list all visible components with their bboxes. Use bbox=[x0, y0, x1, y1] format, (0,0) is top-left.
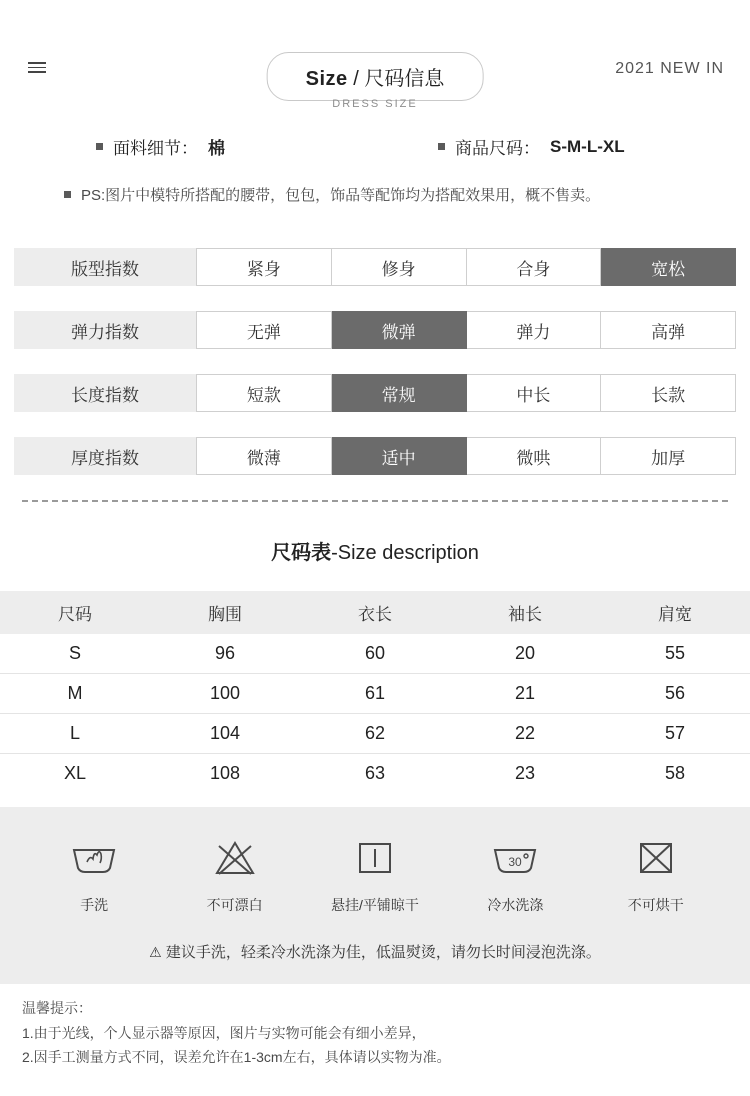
index-label: 弹力指数 bbox=[14, 311, 196, 349]
care-item-label: 手洗 bbox=[80, 897, 109, 913]
index-option[interactable]: 长款 bbox=[601, 374, 736, 412]
size-chart-title bbox=[0, 536, 750, 565]
hand-wash-icon bbox=[29, 833, 159, 883]
fabric-and-size-row bbox=[0, 134, 750, 158]
index-row-fit bbox=[14, 248, 736, 286]
cell-length: 61 bbox=[364, 683, 386, 703]
fabric-label: 面料细节： bbox=[113, 139, 198, 158]
page-subtitle: DRESS SIZE bbox=[332, 98, 418, 110]
ps-note-text: PS:图片中模特所搭配的腰带，包包，饰品等配饰均为搭配效果用，概不售卖。 bbox=[81, 187, 601, 204]
table-row bbox=[0, 674, 750, 714]
table-row bbox=[0, 754, 750, 794]
tips-heading: 温馨提示： bbox=[22, 1000, 92, 1016]
index-option[interactable]: 修身 bbox=[332, 248, 467, 286]
index-option-selected[interactable]: 适中 bbox=[332, 437, 467, 475]
cold-wash-30-icon bbox=[450, 833, 580, 883]
cell-shoulder: 56 bbox=[664, 683, 686, 703]
table-header-row bbox=[0, 591, 750, 634]
cell-bust: 104 bbox=[209, 723, 241, 743]
care-item bbox=[310, 833, 440, 915]
ps-row bbox=[0, 184, 750, 208]
index-option-selected[interactable]: 宽松 bbox=[601, 248, 736, 286]
care-item bbox=[450, 833, 580, 915]
hang-dry-icon bbox=[310, 833, 440, 883]
no-tumble-dry-icon bbox=[591, 833, 721, 883]
index-option[interactable]: 中长 bbox=[467, 374, 602, 412]
page-title-separator: / bbox=[347, 68, 365, 90]
cell-sleeve: 21 bbox=[514, 683, 536, 703]
cell-bust: 100 bbox=[209, 683, 241, 703]
cell-shoulder: 57 bbox=[664, 723, 686, 743]
hamburger-bar bbox=[28, 67, 46, 69]
table-row bbox=[0, 634, 750, 674]
hamburger-bar bbox=[28, 62, 46, 64]
care-icon-list bbox=[0, 833, 750, 915]
index-label: 长度指数 bbox=[14, 374, 196, 412]
cell-bust: 108 bbox=[209, 763, 241, 783]
size-chart-title-cn: 尺码表 bbox=[271, 542, 332, 564]
product-sizes bbox=[438, 134, 625, 159]
cell-length: 60 bbox=[364, 643, 386, 663]
index-option[interactable]: 弹力 bbox=[467, 311, 602, 349]
index-label: 厚度指数 bbox=[14, 437, 196, 475]
care-instructions bbox=[0, 807, 750, 984]
index-option[interactable]: 加厚 bbox=[601, 437, 736, 475]
cell-sleeve: 23 bbox=[514, 763, 536, 783]
cell-size: XL bbox=[63, 763, 87, 783]
care-item-label: 不可烘干 bbox=[627, 897, 684, 913]
care-item bbox=[29, 833, 159, 915]
cell-sleeve: 22 bbox=[514, 723, 536, 743]
page-title bbox=[267, 52, 484, 101]
product-sizes-value: S-M-L-XL bbox=[550, 136, 625, 156]
column-header: 袖长 bbox=[508, 605, 542, 624]
fabric-value: 棉 bbox=[208, 139, 225, 158]
product-sizes-label: 商品尺码： bbox=[455, 139, 540, 158]
warning-icon: ⚠ bbox=[149, 944, 162, 960]
care-item bbox=[170, 833, 300, 915]
care-item-label: 悬挂/平铺晾干 bbox=[331, 897, 419, 913]
page-title-cn: 尺码信息 bbox=[364, 68, 445, 90]
index-option[interactable]: 合身 bbox=[467, 248, 602, 286]
hamburger-icon[interactable] bbox=[28, 62, 46, 74]
svg-text:30: 30 bbox=[508, 855, 523, 869]
fabric-detail bbox=[96, 134, 225, 159]
page-header bbox=[0, 0, 750, 110]
index-option[interactable]: 高弹 bbox=[601, 311, 736, 349]
care-item bbox=[591, 833, 721, 915]
care-item-label: 冷水洗涤 bbox=[487, 897, 544, 913]
index-option[interactable]: 微薄 bbox=[196, 437, 332, 475]
tips-section bbox=[0, 984, 750, 1070]
corner-note: 2021 NEW IN bbox=[615, 60, 724, 77]
index-option[interactable]: 微哄 bbox=[467, 437, 602, 475]
page-title-en: Size bbox=[305, 68, 348, 90]
index-label: 版型指数 bbox=[14, 248, 196, 286]
tips-line-1: 1.由于光线，个人显示器等原因，图片与实物可能会有细小差异， bbox=[22, 1024, 426, 1041]
ps-note bbox=[64, 184, 600, 205]
index-row-length bbox=[14, 374, 736, 412]
column-header: 尺码 bbox=[58, 605, 92, 624]
index-option-selected[interactable]: 微弹 bbox=[332, 311, 467, 349]
cell-length: 63 bbox=[364, 763, 386, 783]
tips-line-2: 2.因手工测量方式不同，误差允许在1-3cm左右，具体请以实物为准。 bbox=[22, 1049, 451, 1065]
cell-bust: 96 bbox=[214, 643, 236, 663]
cell-length: 62 bbox=[364, 723, 386, 743]
bullet-square-icon bbox=[96, 143, 103, 150]
cell-shoulder: 58 bbox=[664, 763, 686, 783]
index-row-thickness bbox=[14, 437, 736, 475]
column-header: 肩宽 bbox=[658, 605, 692, 624]
bullet-square-icon bbox=[64, 191, 71, 198]
cell-size: S bbox=[68, 643, 81, 663]
care-note-text: 建议手洗，轻柔冷水洗涤为佳，低温熨烫，请勿长时间浸泡洗涤。 bbox=[165, 944, 601, 961]
column-header: 胸围 bbox=[208, 605, 242, 624]
cell-size: M bbox=[67, 683, 83, 703]
index-option[interactable]: 紧身 bbox=[196, 248, 332, 286]
column-header: 衣长 bbox=[358, 605, 392, 624]
care-note bbox=[0, 941, 750, 962]
care-item-label: 不可漂白 bbox=[206, 897, 263, 913]
cell-size: L bbox=[69, 723, 80, 743]
cell-sleeve: 20 bbox=[514, 643, 536, 663]
hamburger-bar bbox=[28, 71, 46, 73]
size-chart-title-en: -Size description bbox=[331, 542, 479, 564]
table-row bbox=[0, 714, 750, 754]
index-bars bbox=[0, 248, 750, 475]
size-chart-table bbox=[0, 591, 750, 793]
index-option[interactable]: 短款 bbox=[196, 374, 332, 412]
index-option-selected[interactable]: 常规 bbox=[332, 374, 467, 412]
bullet-square-icon bbox=[438, 143, 445, 150]
no-bleach-icon bbox=[170, 833, 300, 883]
index-option[interactable]: 无弹 bbox=[196, 311, 332, 349]
dashed-divider bbox=[22, 500, 728, 502]
cell-shoulder: 55 bbox=[664, 643, 686, 663]
index-row-elasticity bbox=[14, 311, 736, 349]
